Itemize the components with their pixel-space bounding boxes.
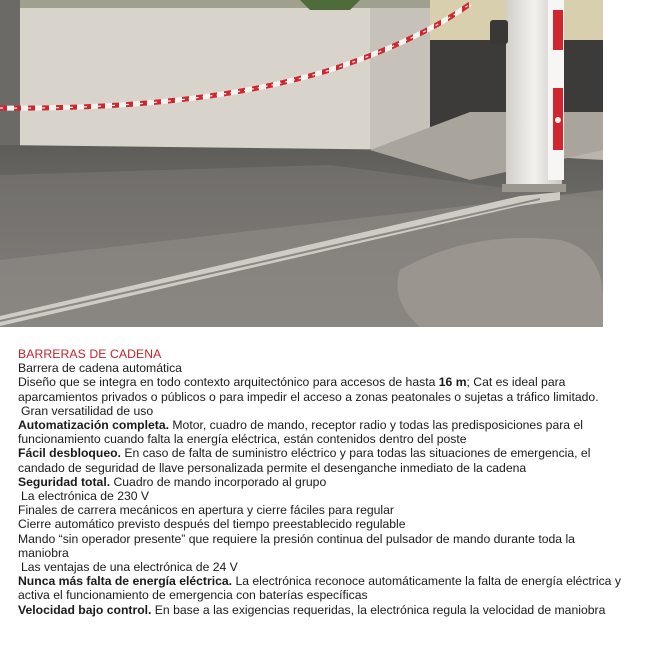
speed-text: En base a las exigencias requeridas, la electrónica regula la velocidad de maniobra xyxy=(151,602,606,617)
safety-paragraph xyxy=(18,475,623,489)
release-title: Fácil desbloqueo. xyxy=(18,446,121,461)
chain-barrier-photo xyxy=(0,0,603,327)
advantages-24-line: Las ventajas de una electrónica de 24 V xyxy=(21,560,238,575)
electronics-230-line: La electrónica de 230 V xyxy=(21,489,150,504)
limit-switches-line: Finales de carrera mecánicos en apertura y cierre fáciles para regular xyxy=(18,503,394,518)
speed-paragraph xyxy=(18,603,623,617)
power-paragraph xyxy=(18,574,623,602)
automation-title: Automatización completa. xyxy=(18,418,170,433)
automation-text: Motor, cuadro de mando, receptor radio y todas las predisposiciones para el funcionamiento cuando falta la energía eléctrica, están contenidos dentro del poste xyxy=(18,418,583,447)
speed-title: Velocidad bajo control. xyxy=(18,602,152,617)
deadman-line: Mando “sin operador presente” que requiere la presión continua del pulsador de mando durante toda la maniobra xyxy=(18,531,575,560)
intro-paragraph xyxy=(18,375,623,403)
intro-text-end: ; Cat es ideal para aparcamientos privados o públicos o para impedir el acceso a zonas peatonales o sujetas a tráfico limitado. xyxy=(18,375,599,404)
power-text: La electrónica reconoce automáticamente la falta de energía eléctrica y activa el funcionamiento de emergencia con baterías específicas xyxy=(18,574,621,603)
section-subtitle: Barrera de cadena automática xyxy=(18,361,182,376)
release-text: En caso de falta de suministro eléctrico y para todas las situaciones de emergencia, el candado de seguridad de llave personalizada permite el desenganche inmediato de la cadena xyxy=(18,446,591,475)
power-title: Nunca más falta de energía eléctrica. xyxy=(18,574,233,589)
document-body xyxy=(18,347,623,617)
auto-close-line: Cierre automático previsto después del tiempo preestablecido regulable xyxy=(18,517,406,532)
release-paragraph xyxy=(18,446,623,474)
intro-length: 16 m xyxy=(438,375,467,390)
versatility-line: Gran versatilidad de uso xyxy=(21,403,154,418)
section-heading: BARRERAS DE CADENA xyxy=(18,347,162,361)
intro-text-start: Diseño que se integra en todo contexto arquitectónico para accesos de hasta xyxy=(18,375,439,390)
safety-text: Cuadro de mando incorporado al grupo xyxy=(110,474,327,489)
safety-title: Seguridad total. xyxy=(18,474,111,489)
automation-paragraph xyxy=(18,418,623,446)
